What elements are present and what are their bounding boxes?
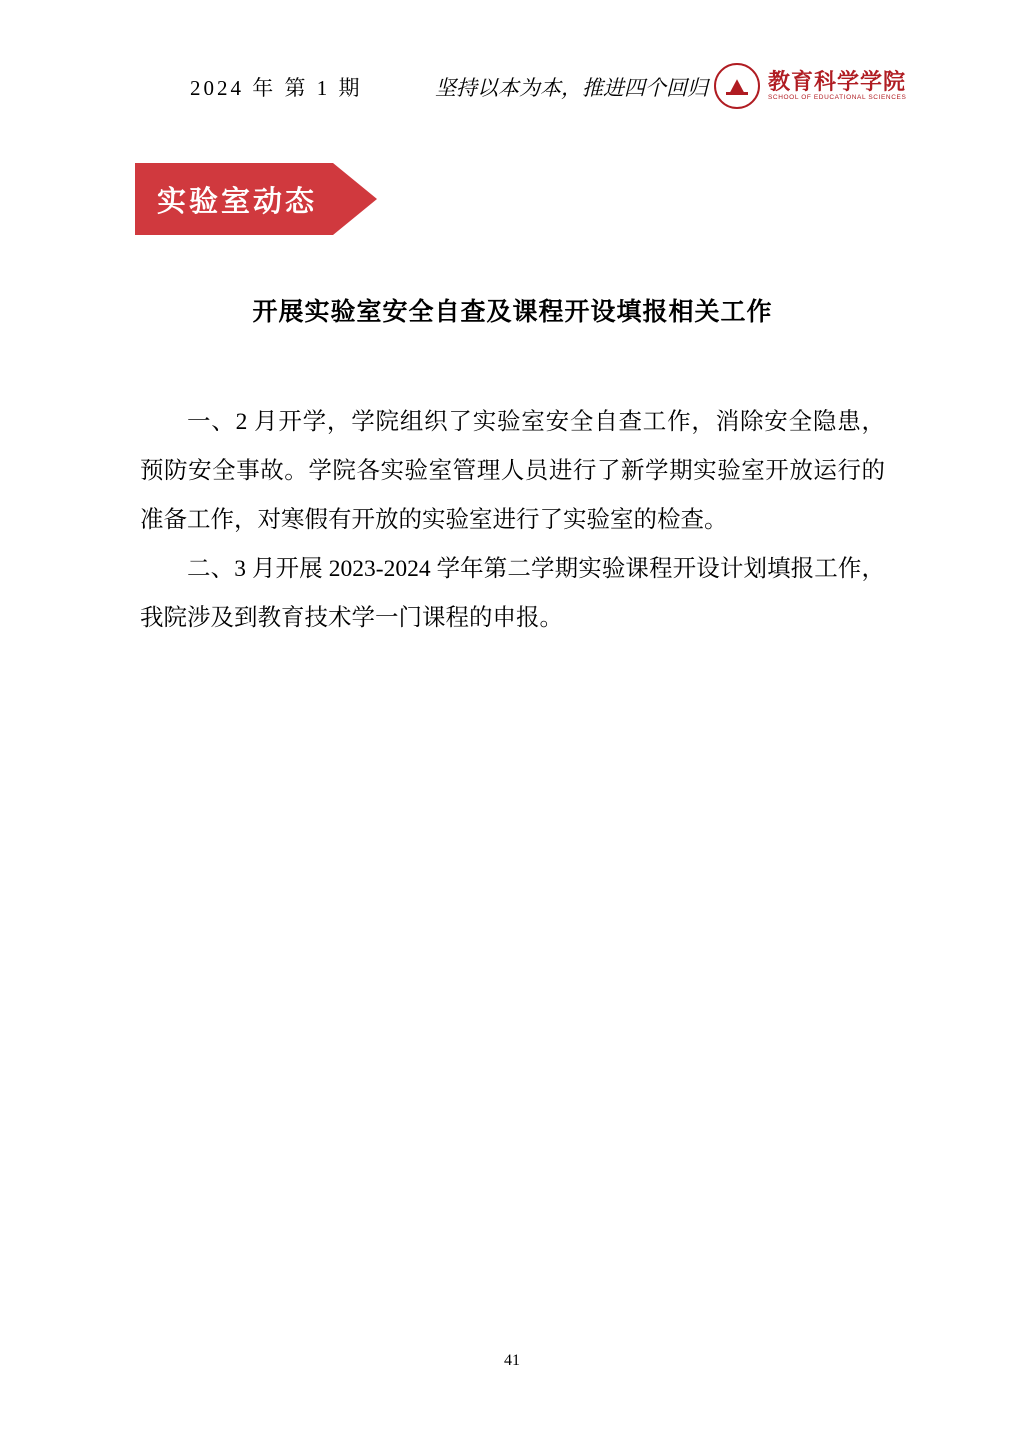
page-number: 41 (504, 1352, 520, 1369)
article-paragraph: 二、3 月开展 2023-2024 学年第二学期实验课程开设计划填报工作，我院涉及到教育技术学一门课程的申报。 (140, 556, 885, 631)
logo-name-cn: 教育科学学院 (768, 69, 907, 95)
banner-arrow-shape (333, 163, 377, 235)
header-slogan: 坚持以本为本，推进四个回归 (435, 76, 708, 100)
school-logo (714, 60, 914, 112)
section-banner-label: 实验室动态 (157, 185, 318, 218)
article-title: 开展实验室安全自查及课程开设填报相关工作 (252, 299, 773, 326)
section-banner (135, 163, 377, 235)
issue-label: 2024 年 第 1 期 (190, 76, 363, 100)
logo-text-block (768, 70, 906, 102)
page-header (190, 60, 914, 116)
article-paragraph: 一、2 月开学，学院组织了实验室安全自查工作，消除安全隐患，预防安全事故。学院各实验室管理人员进行了新学期实验室开放运行的准备工作，对寒假有开放的实验室进行了实验室的检查。 (140, 409, 885, 533)
seal-icon (714, 63, 760, 109)
article-body (140, 398, 885, 643)
logo-name-en: SCHOOL OF EDUCATIONAL SCIENCES (768, 94, 907, 102)
section-banner-body (135, 163, 333, 235)
